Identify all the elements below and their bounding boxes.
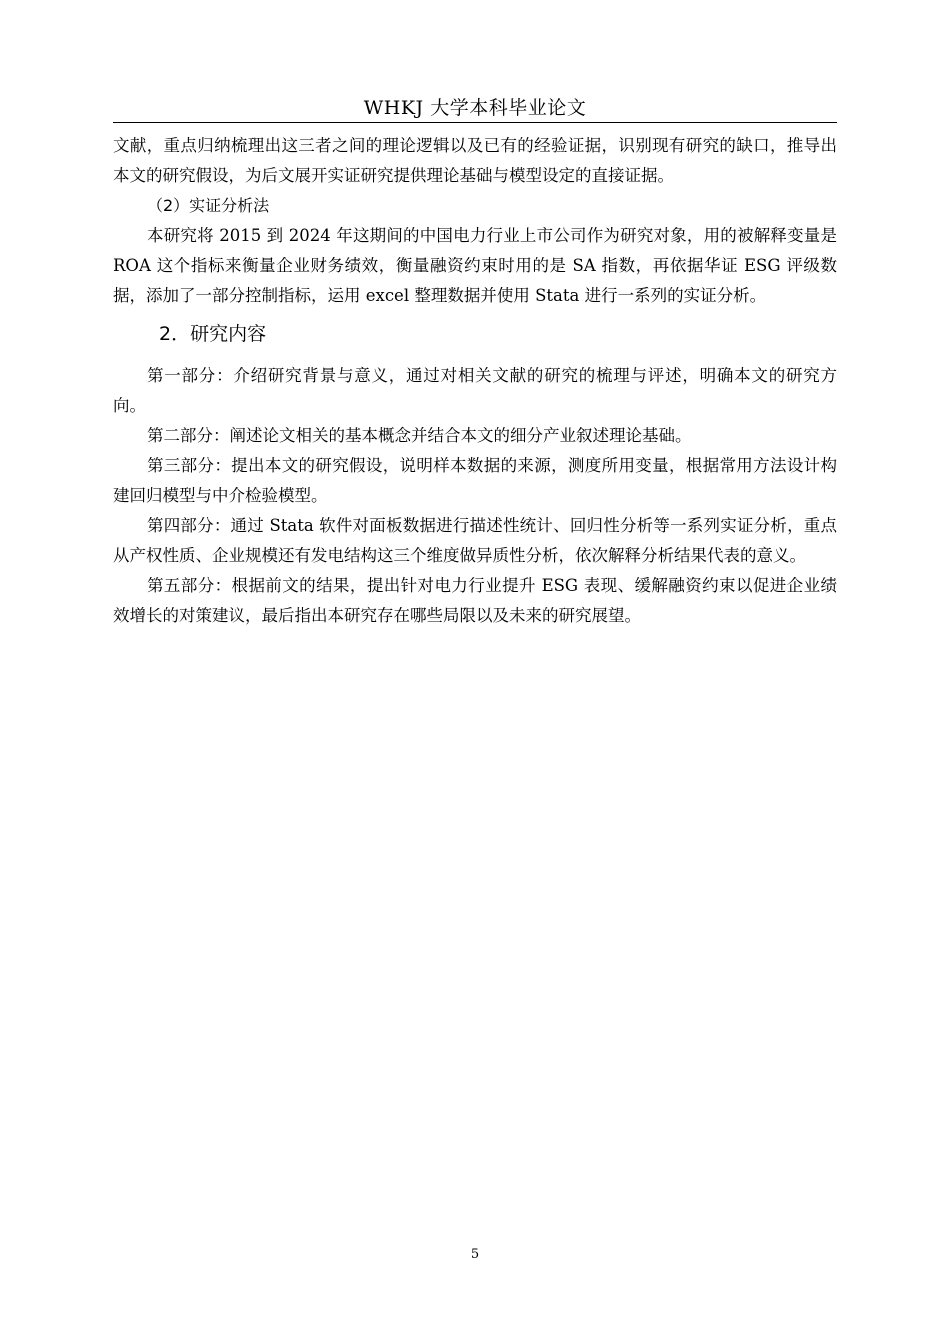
running-header: WHKJ 大学本科毕业论文: [363, 97, 587, 119]
paragraph-part-four: 第四部分：通过 Stata 软件对面板数据进行描述性统计、回归性分析等一系列实证分析，重点从产权性质、企业规模还有发电结构这三个维度做异质性分析，依次解释分析结果代表的意义。: [113, 516, 837, 565]
paragraph-part-one: 第一部分：介绍研究背景与意义，通过对相关文献的研究的梳理与评述，明确本文的研究方向。: [113, 366, 837, 415]
paragraph-empirical-method: 本研究将 2015 到 2024 年这期间的中国电力行业上市公司作为研究对象，用的被解释变量是 ROA 这个指标来衡量企业财务绩效，衡量融资约束时用的是 SA 指数，再依据华证 ESG 评级数据，添加了一部分控制指标，运用 excel 整理数据并使用 Stata 进行一系列的实证分析。: [113, 226, 837, 305]
page-number: 5: [470, 1247, 480, 1262]
paragraph-part-five: 第五部分：根据前文的结果，提出针对电力行业提升 ESG 表现、缓解融资约束以促进企业绩效增长的对策建议，最后指出本研究存在哪些局限以及未来的研究展望。: [113, 576, 837, 625]
paragraph-part-two: 第二部分：阐述论文相关的基本概念并结合本文的细分产业叙述理论基础。: [147, 426, 692, 445]
section-heading-research-content: 2．研究内容: [159, 323, 267, 345]
header-rule: [113, 122, 837, 123]
paragraph-part-three: 第三部分：提出本文的研究假设，说明样本数据的来源，测度所用变量，根据常用方法设计构建回归模型与中介检验模型。: [113, 456, 837, 505]
paragraph-continuation: 文献，重点归纳梳理出这三者之间的理论逻辑以及已有的经验证据，识别现有研究的缺口，推导出本文的研究假设，为后文展开实证研究提供理论基础与模型设定的直接证据。: [113, 136, 837, 185]
body-text: [113, 131, 837, 631]
subheading-empirical-method: （2）实证分析法: [147, 196, 270, 215]
